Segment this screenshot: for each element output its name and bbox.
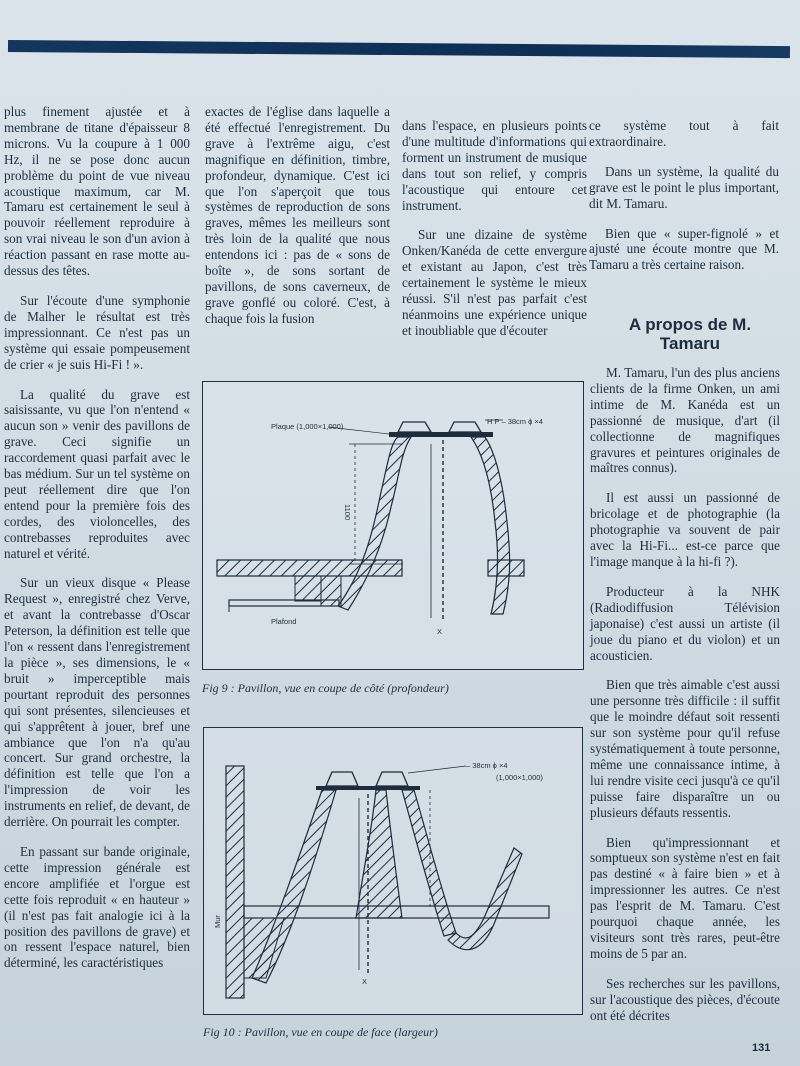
paragraph: Sur un vieux disque « Please Request », enregistré chez Verve, et avant la contrebasse d'Oscar Peterson, la définition est telle que l'on « ressent dans l'enregistrement la pièce », ses dimensions, le « bruit » imperceptible mais pourtant reproduit des personnes qui sont présentes, silencieuses et qui s'apprêtent à jouer, bref une ambiance que l'on n'a qu'au concert. Sur grand orchestre, la définition est telle que l'on a l'impression de voir les instruments en relief, de devant, de derrière. On pourrait les compter. xyxy=(4,575,190,830)
page-number: 131 xyxy=(752,1042,771,1054)
label-plaque: (1,000×1,000) xyxy=(496,773,543,782)
paragraph: Ses recherches sur les pavillons, sur l'acoustique des pièces, d'écoute ont été décrites xyxy=(590,975,780,1023)
paragraph: La qualité du grave est saisissante, vu que l'on n'entend « aucun son » venir des pavillons de grave. Ceci signifie un raccordement quasi parfait avec le bas médium. Sur un tel système on peut réellement dire que l'on entend pour la première fois des cordes, des violoncelles, des contrebasses reproduites avec naturel et vérité. xyxy=(4,386,190,561)
label-height: 1100 xyxy=(343,504,352,521)
paragraph: exactes de l'église dans laquelle a été effectué l'enregistrement. Du grave à l'extrême aigu, c'est magnifique en définition, timbre, profondeur, dynamique. C'est ici que l'on s'aperçoit que tous systèmes de reproduction de sons graves, mêmes les meilleurs sont très loin de la qualité que nous entendons ici : pas de « sons de boîte », de sons sortant de pavillons, de sons caverneux, de grave gonflé ou coloré. C'est, à chaque fois la fusion xyxy=(205,104,390,326)
label-hp: H P – 38cm ϕ ×4 xyxy=(487,417,543,426)
label-x: X xyxy=(437,627,443,636)
figure-10-drawing xyxy=(204,728,582,1014)
paragraph: Sur l'écoute d'une symphonie de Malher le résultat est très impressionnant. Ce n'est pas un système qui essaie pompeusement de crier « je suis Hi-Fi ! ». xyxy=(4,292,190,372)
label-x: X xyxy=(362,977,368,986)
paragraph: Bien que très aimable c'est aussi une personne très difficile : il suffit que le moindre défaut soit ressenti sur son système pour qu'il refuse systématiquement à toute personne, même une connaissance intime, à lui rendre visite ceci jusqu'à ce qu'il puisse faire disparaître un ou plusieurs défauts ressentis. xyxy=(590,677,780,820)
paragraph: Bien qu'impressionnant et somptueux son système n'est en fait pas destiné « à faire bien » et à impressionner les autres. Ce n'est pas l'esprit de M. Tamaru. C'est pourquoi chaque année, les visiteurs sont très rares, peut-être moins de 5 par an. xyxy=(590,834,780,961)
paragraph: Producteur à la NHK (Radiodiffusion Télévision japonaise) c'est aussi un artiste (il joue du piano et du violon) et un acousticien. xyxy=(590,583,780,663)
column-1 xyxy=(4,104,190,985)
label-plafond: Plafond xyxy=(271,617,297,626)
label-mur: Mur xyxy=(213,915,222,928)
paragraph: Dans un système, la qualité du grave est le point le plus important, dit M. Tamaru. xyxy=(589,163,779,211)
column-2 xyxy=(205,104,390,341)
paragraph: dans l'espace, en plusieurs points d'une multitude d'informations qui forment un instrument de musique dans tout son relief, y compris l'acoustique qui entoure cet instrument. xyxy=(402,118,587,213)
figure-10 xyxy=(203,727,583,1015)
paragraph: Il est aussi un passionné de bricolage et de photographie (la photographie va souvent de pair avec la Hi-Fi... est-ce parce que l'image manque à la hi-fi ?). xyxy=(590,490,780,569)
figure-9-drawing xyxy=(203,382,583,669)
figure-9 xyxy=(202,381,584,670)
section-heading: A propos de M. Tamaru xyxy=(628,315,752,353)
paragraph: Sur une dizaine de système Onken/Kanéda de cette envergure et existant au Japon, c'est très certainement le système le mieux réussi. S'il n'est pas parfait c'est néanmoins une expérience unique et inoubliable que d'écouter xyxy=(402,227,587,338)
paragraph: En passant sur bande originale, cette impression générale est encore amplifiée et l'orgue est cette fois reproduit « en hauteur » (il n'est pas fait analogie ici à la position des pavillons de grave) et on ressent l'espace naturel, bien déterminé, les caractéristiques xyxy=(4,843,190,971)
paragraph: Bien que « super-fignolé » et ajusté une écoute montre que M. Tamaru a très certaine raison. xyxy=(589,225,779,273)
figure-9-caption: Fig 9 : Pavillon, vue en coupe de côté (profondeur) xyxy=(202,681,449,695)
column-3 xyxy=(402,118,587,353)
paragraph: plus finement ajustée et à membrane de titane d'épaisseur 8 microns. Vu la coupure à 1 000 Hz, il ne se pose donc aucun problème du point de vue niveau acoustique maximum, car M. Tamaru est certainement le seul à pouvoir réellement reproduire à son vrai niveau le son d'un avion à réaction passant en rase motte au-dessus des têtes. xyxy=(4,104,190,279)
figure-10-caption: Fig 10 : Pavillon, vue en coupe de face (largeur) xyxy=(203,1025,438,1039)
label-plaque: Plaque (1,000×1,000) xyxy=(271,422,344,431)
column-4-section xyxy=(590,315,780,1038)
label-hp: – 38cm ϕ ×4 xyxy=(466,761,508,770)
column-4-top xyxy=(589,118,779,287)
header-rule xyxy=(8,40,790,58)
paragraph: ce système tout à fait extraordinaire. xyxy=(589,118,779,149)
paragraph: M. Tamaru, l'un des plus anciens clients de la firme Onken, un ami intime de M. Kanéda est un passionné de musique, d'art (il collectionne de magnifiques gravures et peintures originales de maîtres connus). xyxy=(590,365,780,476)
